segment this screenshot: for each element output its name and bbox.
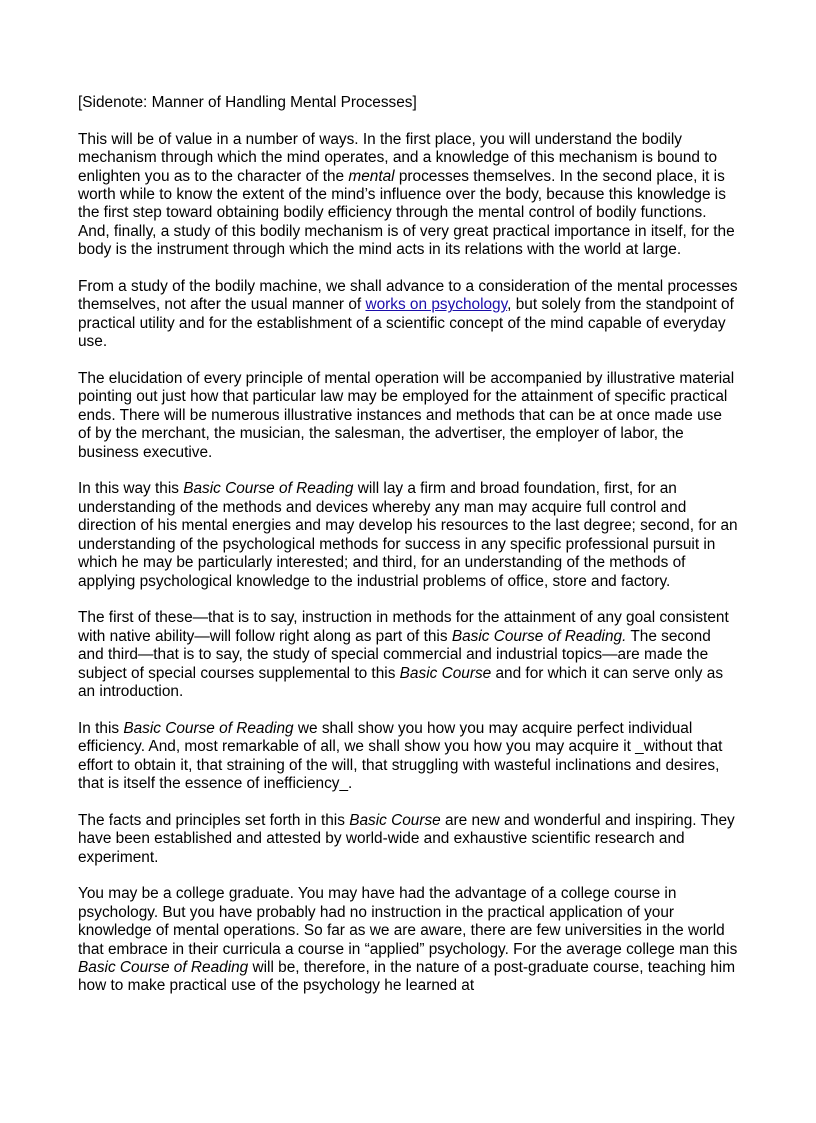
paragraph-8 xyxy=(78,885,738,995)
p7-text-b: are new and wonderful and inspiring. They have been established and attested by world-wide and exhaustive scientific research and experiment. xyxy=(78,811,735,866)
p6-text-a: In this xyxy=(78,719,124,737)
p6-text-b: we shall show you how you may acquire perfect individual efficiency. And, most remarkable of all, we shall show you how you may acquire it _without that effort to obtain it, that straining of the will, that struggling with wasteful inclinations and desires, that is itself the essence of inefficiency_. xyxy=(78,719,723,792)
p4-text-b: will lay a firm and broad foundation, first, for an understanding of the methods and devices whereby any man may acquire full control and direction of his mental energies and may develop his resources to the last degree; second, for an understanding of the psychological methods for success in any specific professional pursuit in which he may be particularly interested; and third, for an understanding of the methods of applying psychological knowledge to the industrial problems of office, store and factory. xyxy=(78,480,738,590)
paragraph-3: The elucidation of every principle of mental operation will be accompanied by illustrative material pointing out just how that particular law may be employed for the attainment of specific practical ends. There will be numerous illustrative instances and methods that can be at once made use of by the merchant, the musician, the salesman, the advertiser, the employer of labor, the business executive. xyxy=(78,370,735,461)
p5-text-c: and for which it can serve only as an introduction. xyxy=(78,664,724,700)
p1-text-a: This will be of value in a number of ways. In the first place, you will understand the bodily mechanism through which the mind operates, and a knowledge of this mechanism is bound to enlighten you as to the character of the xyxy=(78,130,718,185)
p5-emphasis-1: Basic Course of Reading. xyxy=(451,627,627,645)
p7-text-a: The facts and principles set forth in this xyxy=(78,811,350,829)
paragraph-1 xyxy=(78,131,738,260)
paragraph-7 xyxy=(78,812,738,867)
p6-emphasis: Basic Course of Reading xyxy=(123,719,294,737)
p1-emphasis: mental xyxy=(348,167,395,185)
p4-emphasis: Basic Course of Reading xyxy=(183,480,354,498)
p8-emphasis: Basic Course of Reading xyxy=(78,958,249,976)
p8-text-a: You may be a college graduate. You may have had the advantage of a college course in psychology. But you have probably had no instruction in the practical application of your knowledge of mental operations. So far as we are aware, there are few universities in the world that embrace in their curricula a course in “applied” psychology. For the average college man this xyxy=(78,885,738,958)
document-page xyxy=(78,94,738,1014)
paragraph-6 xyxy=(78,720,738,794)
paragraph-2 xyxy=(78,278,738,352)
works-on-psychology-link[interactable]: works on psychology xyxy=(365,296,508,314)
p1-text-b: processes themselves. In the second place, it is worth while to know the extent of the mind’s influence over the body, because this knowledge is the first step toward obtaining bodily efficiency through the mental control of bodily functions. And, finally, a study of this bodily mechanism is of very great practical importance in itself, for the body is the instrument through which the mind acts in its relations with the world at large. xyxy=(78,167,735,259)
p5-text-b: The second and third—that is to say, the study of special commercial and industrial topics—are made the subject of special courses supplemental to this xyxy=(78,627,711,682)
p8-text-b: will be, therefore, in the nature of a post-graduate course, teaching him how to make practical use of the psychology he learned at xyxy=(78,958,736,995)
p5-emphasis-2: Basic Course xyxy=(399,664,492,682)
p2-text-a: From a study of the bodily machine, we shall advance to a consideration of the mental processes themselves, not after the usual manner of xyxy=(78,278,738,314)
p7-emphasis: Basic Course xyxy=(349,811,441,829)
p4-text-a: In this way this xyxy=(78,480,184,498)
sidenote: [Sidenote: Manner of Handling Mental Processes] xyxy=(78,94,417,111)
paragraph-5 xyxy=(78,609,738,701)
p5-text-a: The first of these—that is to say, instruction in methods for the attainment of any goal consistent with native ability—will follow right along as part of this xyxy=(78,609,729,645)
paragraph-4 xyxy=(78,480,738,590)
p2-text-b: , but solely from the standpoint of practical utility and for the establishment of a scientific concept of the mind capable of everyday use. xyxy=(78,296,734,351)
